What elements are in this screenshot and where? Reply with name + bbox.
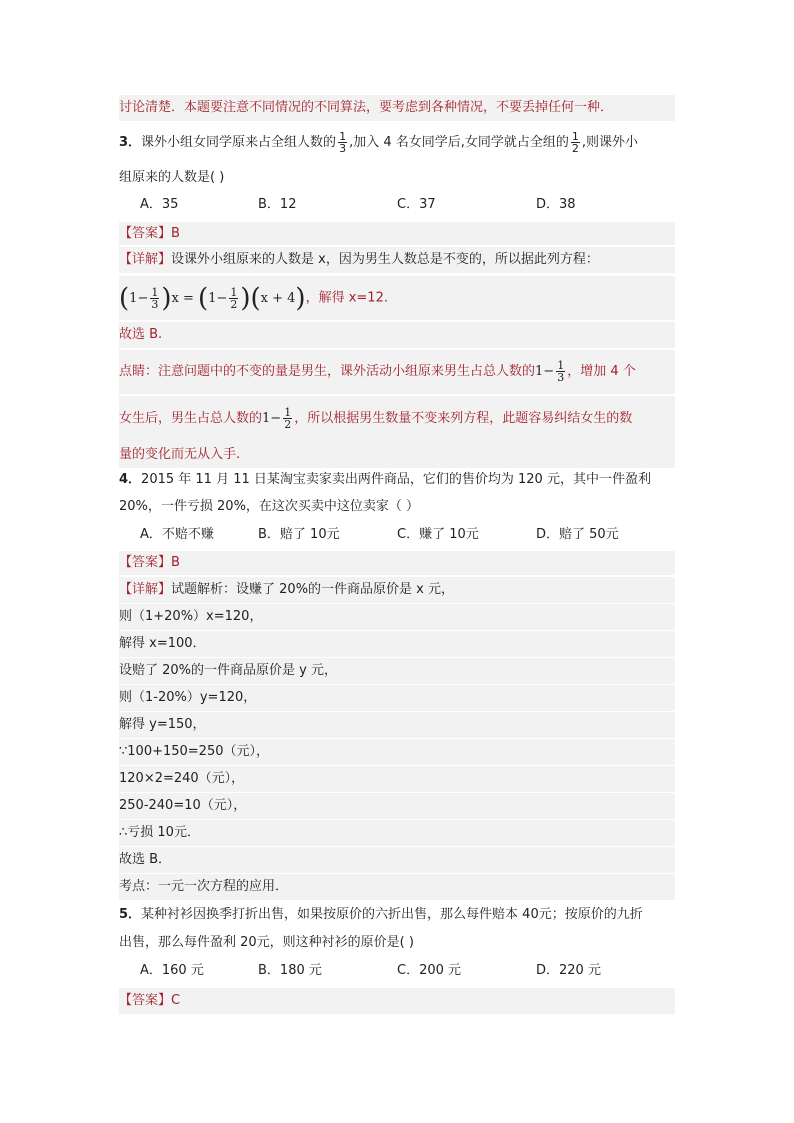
question-4-option-b: B．赔了 10元 [258, 527, 340, 542]
question-4-step-11: 故选 B． [119, 847, 675, 873]
question-5-option-c: C．200 元 [397, 963, 462, 978]
question-5-option-b: B．180 元 [258, 963, 322, 978]
question-4-step-6: 解得 y=150， [119, 712, 675, 738]
question-3-tip-line-3: 量的变化而无从入手. [119, 442, 675, 468]
fraction-one-third: $\frac{1}{3}$ [339, 130, 347, 155]
question-3-option-d: D．38 [536, 197, 576, 212]
question-3-text-a: 课外小组女同学原来占全组人数的 [141, 135, 337, 150]
question-4-step-9: 250-240=10（元）， [119, 793, 675, 819]
question-3-tip-line-2: 女生后，男生占总人数的1− $\frac{1}{2}$ ，所以根据男生数量不变来列方程，此题容易纠结女生的数 [119, 396, 675, 442]
question-3-choose: 故选 B. [119, 322, 675, 348]
question-3-line-2: 组原来的人数是( ) [119, 170, 225, 185]
question-5-option-d: D．220 元 [536, 963, 601, 978]
question-5-option-a: A．160 元 [140, 963, 204, 978]
question-4-step-10: ∴亏损 10元． [119, 820, 675, 846]
question-4-step-12: 考点：一元一次方程的应用． [119, 874, 675, 900]
question-4-option-a: A．不赔不赚 [140, 527, 214, 542]
question-3-line-1 [119, 126, 675, 160]
previous-analysis-line: 讨论清楚．本题要注意不同情况的不同算法，要考虑到各种情况，不要丢掉任何一种． [119, 95, 675, 121]
question-4-step-1: 【详解】试题解析：设赚了 20%的一件商品原价是 x 元， [119, 577, 675, 603]
question-4-step-5: 则（1-20%）y=120， [119, 685, 675, 711]
question-3-option-c: C．37 [397, 197, 436, 212]
question-3-text-b: ,加入 4 名女同学后,女同学就占全组的 [349, 135, 569, 150]
fraction-one-half: $\frac{1}{2}$ [571, 130, 579, 155]
question-4-answer: 【答案】B [119, 551, 675, 575]
question-4-option-d: D．赔了 50元 [536, 527, 619, 542]
detail-label: 【详解】 [119, 582, 172, 597]
detail-label: 【详解】 [119, 252, 172, 267]
question-5-number: 5． [119, 907, 142, 922]
question-5-answer: 【答案】C [119, 988, 675, 1014]
question-3-number: 3． [119, 135, 142, 150]
question-3-option-a: A．35 [140, 197, 179, 212]
question-4-step-8: 120×2=240（元）， [119, 766, 675, 792]
question-5-line-2: 出售，那么每件盈利 20元，则这种衬衫的原价是( ) [119, 935, 414, 950]
question-3-option-b: B．12 [258, 197, 297, 212]
question-3-answer: 【答案】B [119, 222, 675, 245]
question-4-number: 4． [119, 472, 142, 487]
question-3-equation [119, 276, 675, 320]
question-3-text-c: ,则课外小 [581, 135, 639, 150]
question-5-line-1: 5．某种衬衫因换季打折出售，如果按原价的六折出售，那么每件赔本 40元；按原价的九折 [119, 907, 643, 922]
detail-text: 设课外小组原来的人数是 x，因为男生人数总是不变的，所以据此列方程： [171, 252, 599, 267]
question-4-line-1: 4．2015 年 11 月 11 日某淘宝卖家卖出两件商品，它们的售价均为 120 元，其中一件盈利 [119, 472, 651, 487]
question-4-option-c: C．赚了 10元 [397, 527, 479, 542]
question-4-step-3: 解得 x=100． [119, 631, 675, 657]
question-4-step-2: 则（1+20%）x=120， [119, 604, 675, 630]
question-4-line-2: 20%，一件亏损 20%，在这次买卖中这位卖家（ ） [119, 499, 420, 514]
question-3-tip-line-1: 点睛：注意问题中的不变的量是男生，课外活动小组原来男生占总人数的1− $\frac{1}{3}$ ，增加 4 个 [119, 350, 675, 394]
equation: (1− $\frac{1}{3}$ )x = (1− $\frac{1}{2}$ )(x + 4) [119, 283, 306, 313]
question-4-step-4: 设赔了 20%的一件商品原价是 y 元， [119, 658, 675, 684]
question-3-detail [119, 247, 675, 273]
equation-solution: ，解得 x=12. [305, 290, 388, 306]
question-4-step-7: ∵100+150=250（元）， [119, 739, 675, 765]
